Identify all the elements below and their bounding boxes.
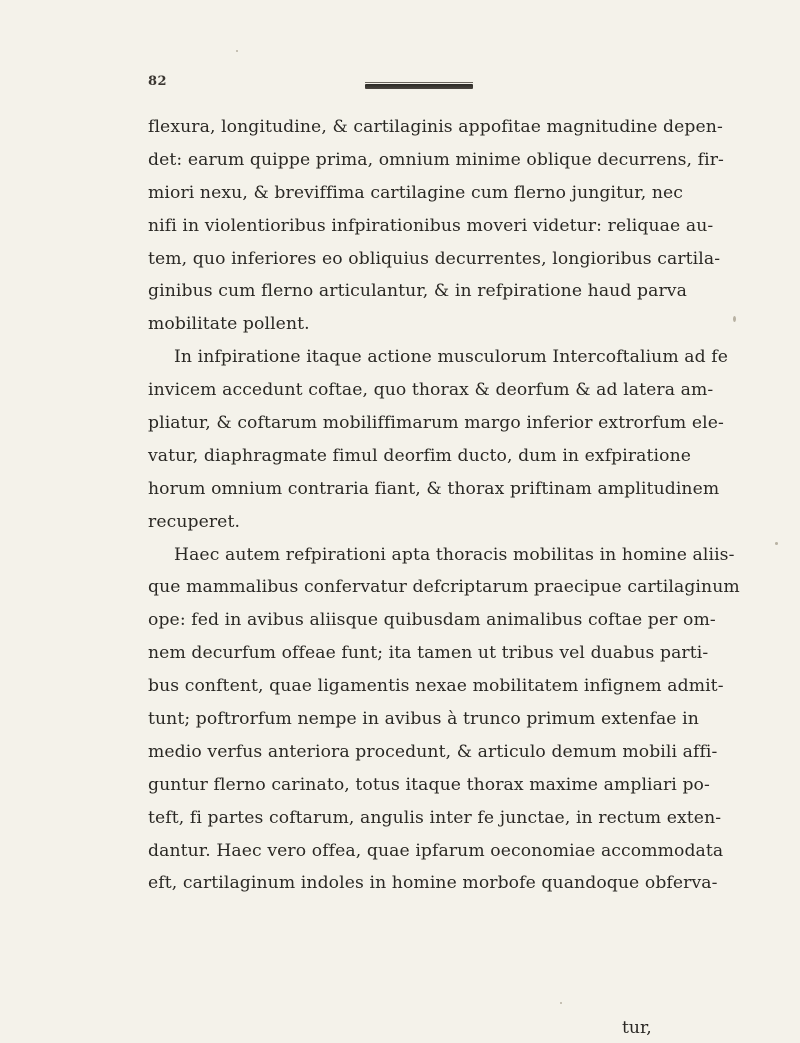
- text-line: bus conftent, quae ligamentis nexae mobilitatem infignem admit-: [148, 676, 724, 697]
- text-line: invicem accedunt coftae, quo thorax & deorfum & ad latera am-: [148, 380, 714, 401]
- text-line: tunt; poftrorfum nempe in avibus à trunco primum extenfae in: [148, 709, 699, 730]
- text-line: medio verfus anteriora procedunt, & articulo demum mobili affi-: [148, 741, 718, 762]
- catchword: tur,: [622, 1018, 652, 1038]
- paragraph-start: In infpiratione itaque actione musculorum Intercoftalium ad fe: [174, 347, 729, 368]
- text-line: guntur flerno carinato, totus itaque thorax maxime ampliari po-: [148, 774, 710, 795]
- paper-speck: [236, 50, 238, 52]
- text-line: ginibus cum flerno articulantur, & in refpiratione haud parva: [148, 281, 687, 302]
- text-line: que mammalibus confervatur defcriptarum praecipue cartilaginum: [148, 577, 740, 598]
- text-line: ope: fed in avibus aliisque quibusdam animalibus coftae per om-: [148, 610, 716, 631]
- paper-speck: [775, 542, 778, 545]
- text-line: det: earum quippe prima, omnium minime oblique decurrens, fir-: [148, 149, 724, 170]
- text-line: tem, quo inferiores eo obliquius decurrentes, longioribus cartila-: [148, 248, 721, 269]
- text-line: nem decurfum offeae funt; ita tamen ut tribus vel duabus parti-: [148, 643, 709, 664]
- paper-speck: [560, 1002, 562, 1004]
- text-line: eft, cartilaginum indoles in homine morbofe quandoque obferva-: [148, 873, 718, 894]
- body-text: [148, 111, 740, 900]
- text-line: pliatur, & coftarum mobiliffimarum margo inferior extrorfum ele-: [148, 413, 724, 434]
- text-line: recuperet.: [148, 511, 241, 532]
- text-line: mobilitate pollent.: [148, 314, 310, 335]
- header-rule: [365, 84, 473, 89]
- text-line: nifi in violentioribus infpirationibus moveri videtur: reliquae au-: [148, 215, 714, 236]
- text-line: teft, fi partes coftarum, angulis inter fe junctae, in rectum exten-: [148, 807, 722, 828]
- paragraph-start: Haec autem refpirationi apta thoracis mobilitas in homine aliis-: [174, 544, 735, 565]
- text-line: vatur, diaphragmate fimul deorfim ducto, dum in exfpiratione: [148, 445, 692, 466]
- paper-speck: [733, 316, 736, 322]
- text-line: horum omnium contraria fiant, & thorax priftinam amplitudinem: [148, 478, 720, 499]
- text-line: dantur. Haec vero offea, quae ipfarum oeconomiae accommodata: [148, 840, 724, 861]
- page-number: 82: [148, 74, 168, 89]
- text-line: miori nexu, & breviffima cartilagine cum flerno jungitur, nec: [148, 182, 684, 203]
- text-line: flexura, longitudine, & cartilaginis appofitae magnitudine depen-: [148, 117, 723, 137]
